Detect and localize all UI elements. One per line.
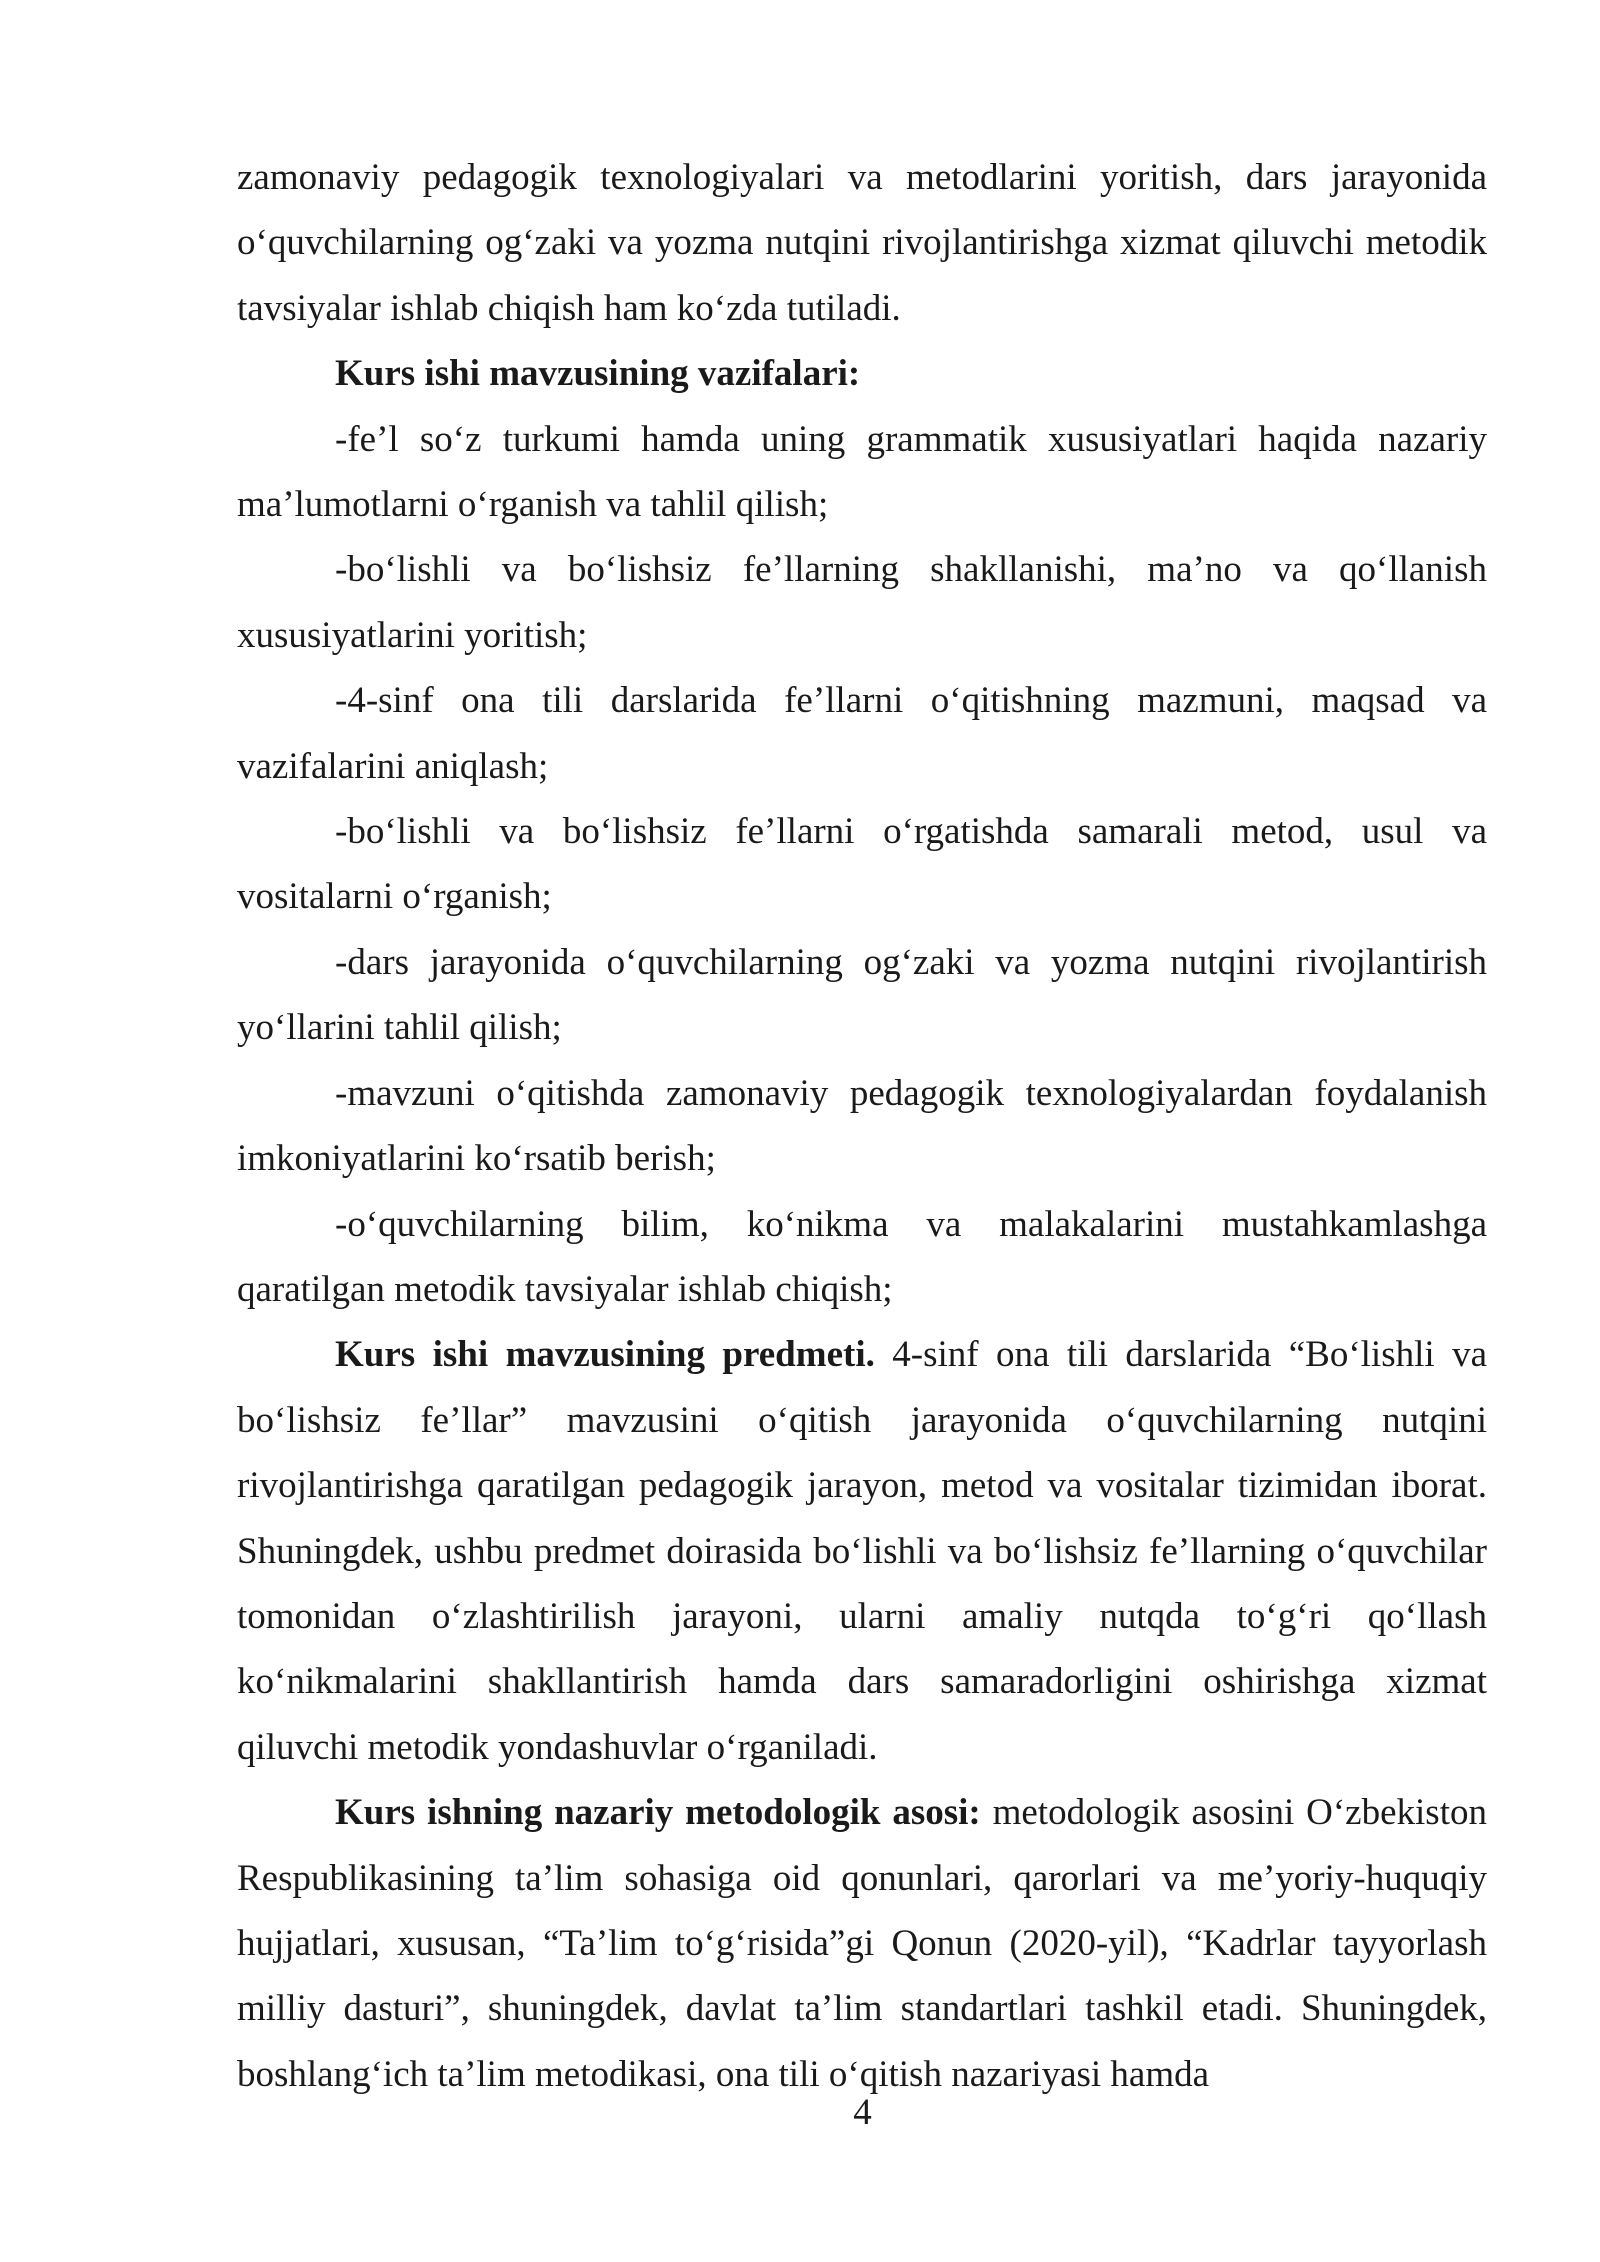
subject-paragraph xyxy=(237,1322,1487,1780)
task-item-5: -dars jarayonida o‘quvchilarning og‘zaki va yozma nutqini rivojlantirish yo‘llarini tahlil qilish; xyxy=(237,941,1487,1049)
task-item-7: -o‘quvchilarning bilim, ko‘nikma va malakalarini mustahkamlashga qaratilgan metodik tavsiyalar ishlab chiqish; xyxy=(237,1203,1487,1310)
subject-label: Kurs ishi mavzusining predmeti. xyxy=(335,1334,875,1376)
task-item-1: -fe’l so‘z turkumi hamda uning grammatik xususiyatlari haqida nazariy ma’lumotlarni o‘rganish va tahlil qilish; xyxy=(237,418,1487,526)
document-page xyxy=(237,145,1487,2107)
paragraph-intro-continuation: zamonaviy pedagogik texnologiyalari va metodlarini yoritish, dars jarayonida o‘quvchilarning og‘zaki va yozma nutqini rivojlantirishga xizmat qiluvchi metodik tavsiyalar ishlab chiqish ham ko‘zda tutiladi. xyxy=(237,157,1487,329)
subject-text: 4-sinf ona tili darslarida “Bo‘lishli va bo‘lishsiz fe’llar” mavzusini o‘qitish jarayonida o‘quvchilarning nutqini rivojlantirishga qaratilgan pedagogik jarayon, metod va vositalar tizimidan iborat. Shuningdek, ushbu predmet doirasida bo‘lishli va bo‘lishsiz fe’llarning o‘quvchilar tomonidan o‘zlashtirilish jarayoni, ularni amaliy nutqda to‘g‘ri qo‘llash ko‘nikmalarini shakllantirish hamda dars samaradorligini oshirishga xizmat qiluvchi metodik yondashuvlar o‘rganiladi. xyxy=(237,1334,1488,1768)
task-item-4: -bo‘lishli va bo‘lishsiz fe’llarni o‘rgatishda samarali metod, usul va vositalarni o‘rganish; xyxy=(237,811,1487,918)
basis-text: metodologik asosini O‘zbekiston Respublikasining ta’lim sohasiga oid qonunlari, qarorlari va me’yoriy-huquqiy hujjatlari, xususan, “Ta’lim to‘g‘risida”gi Qonun (2020-yil), “Kadrlar tayyorlash milliy dasturi”, shuningdek, davlat ta’lim standartlari tashkil etadi. Shuningdek, boshlang‘ich ta’lim metodikasi, ona tili o‘qitish nazariyasi hamda xyxy=(237,1792,1487,2095)
basis-paragraph xyxy=(237,1780,1487,2107)
page-number: 4 xyxy=(853,2092,872,2133)
task-item-3: -4-sinf ona tili darslarida fe’llarni o‘qitishning mazmuni, maqsad va vazifalarini aniqlash; xyxy=(237,680,1487,787)
basis-label: Kurs ishning nazariy metodologik asosi: xyxy=(335,1792,981,1834)
tasks-heading: Kurs ishi mavzusining vazifalari: xyxy=(335,353,861,395)
task-item-6: -mavzuni o‘qitishda zamonaviy pedagogik texnologiyalardan foydalanish imkoniyatlarini ko‘rsatib berish; xyxy=(237,1072,1487,1180)
task-item-2: -bo‘lishli va bo‘lishsiz fe’llarning shakllanishi, ma’no va qo‘llanish xususiyatlarini yoritish; xyxy=(237,549,1487,656)
